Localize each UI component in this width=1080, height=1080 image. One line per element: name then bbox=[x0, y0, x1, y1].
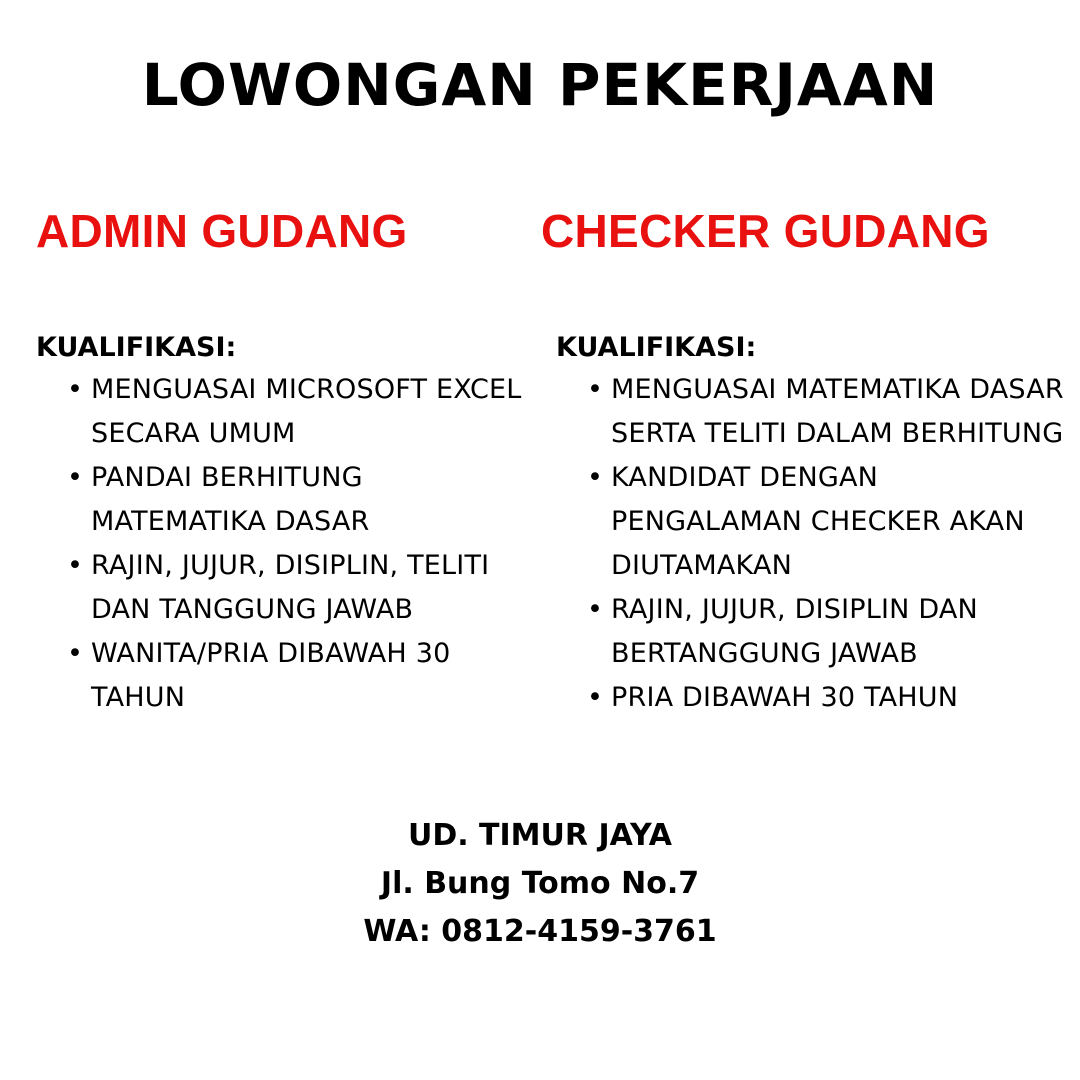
qualification-list bbox=[556, 368, 1071, 720]
company-name: UD. TIMUR JAYA bbox=[407, 818, 673, 853]
list-item bbox=[36, 544, 546, 632]
qualification-text: RAJIN, JUJUR, DISIPLIN DAN BERTANGGUNG JAWAB bbox=[611, 594, 978, 669]
page-title: LOWONGAN PEKERJAAN bbox=[141, 51, 939, 119]
qualification-text: WANITA/PRIA DIBAWAH 30 TAHUN bbox=[91, 638, 451, 713]
list-item bbox=[36, 368, 546, 456]
company-contact: WA: 0812-4159-3761 bbox=[363, 914, 717, 949]
qualification-label: KUALIFIKASI: bbox=[556, 332, 757, 363]
qualifications-admin-gudang bbox=[36, 330, 546, 720]
list-item bbox=[556, 588, 1071, 676]
bullet-icon: • bbox=[587, 682, 604, 713]
qualification-label: KUALIFIKASI: bbox=[36, 332, 237, 363]
list-item bbox=[36, 456, 546, 544]
bullet-icon: • bbox=[67, 462, 84, 493]
company-info bbox=[0, 812, 1080, 956]
qualifications-checker-gudang bbox=[556, 330, 1071, 720]
bullet-icon: • bbox=[67, 374, 84, 405]
list-item bbox=[556, 456, 1071, 588]
qualification-text: RAJIN, JUJUR, DISIPLIN, TELITI DAN TANGGUNG JAWAB bbox=[91, 550, 490, 625]
qualification-text: PANDAI BERHITUNG MATEMATIKA DASAR bbox=[91, 462, 370, 537]
qualification-text: MENGUASAI MICROSOFT EXCEL SECARA UMUM bbox=[91, 374, 522, 449]
job-title-admin-gudang: ADMIN GUDANG bbox=[36, 205, 408, 257]
list-item bbox=[36, 632, 546, 720]
job-title-checker-gudang: CHECKER GUDANG bbox=[541, 205, 990, 257]
bullet-icon: • bbox=[587, 594, 604, 625]
qualification-text: PRIA DIBAWAH 30 TAHUN bbox=[611, 682, 959, 713]
qualification-text: MENGUASAI MATEMATIKA DASAR SERTA TELITI DALAM BERHITUNG bbox=[611, 374, 1064, 449]
bullet-icon: • bbox=[587, 462, 604, 493]
qualification-list bbox=[36, 368, 546, 720]
bullet-icon: • bbox=[587, 374, 604, 405]
company-address: Jl. Bung Tomo No.7 bbox=[380, 866, 700, 901]
qualification-text: KANDIDAT DENGAN PENGALAMAN CHECKER AKAN DIUTAMAKAN bbox=[611, 462, 1025, 581]
list-item bbox=[556, 368, 1071, 456]
bullet-icon: • bbox=[67, 638, 84, 669]
list-item bbox=[556, 676, 1071, 720]
bullet-icon: • bbox=[67, 550, 84, 581]
